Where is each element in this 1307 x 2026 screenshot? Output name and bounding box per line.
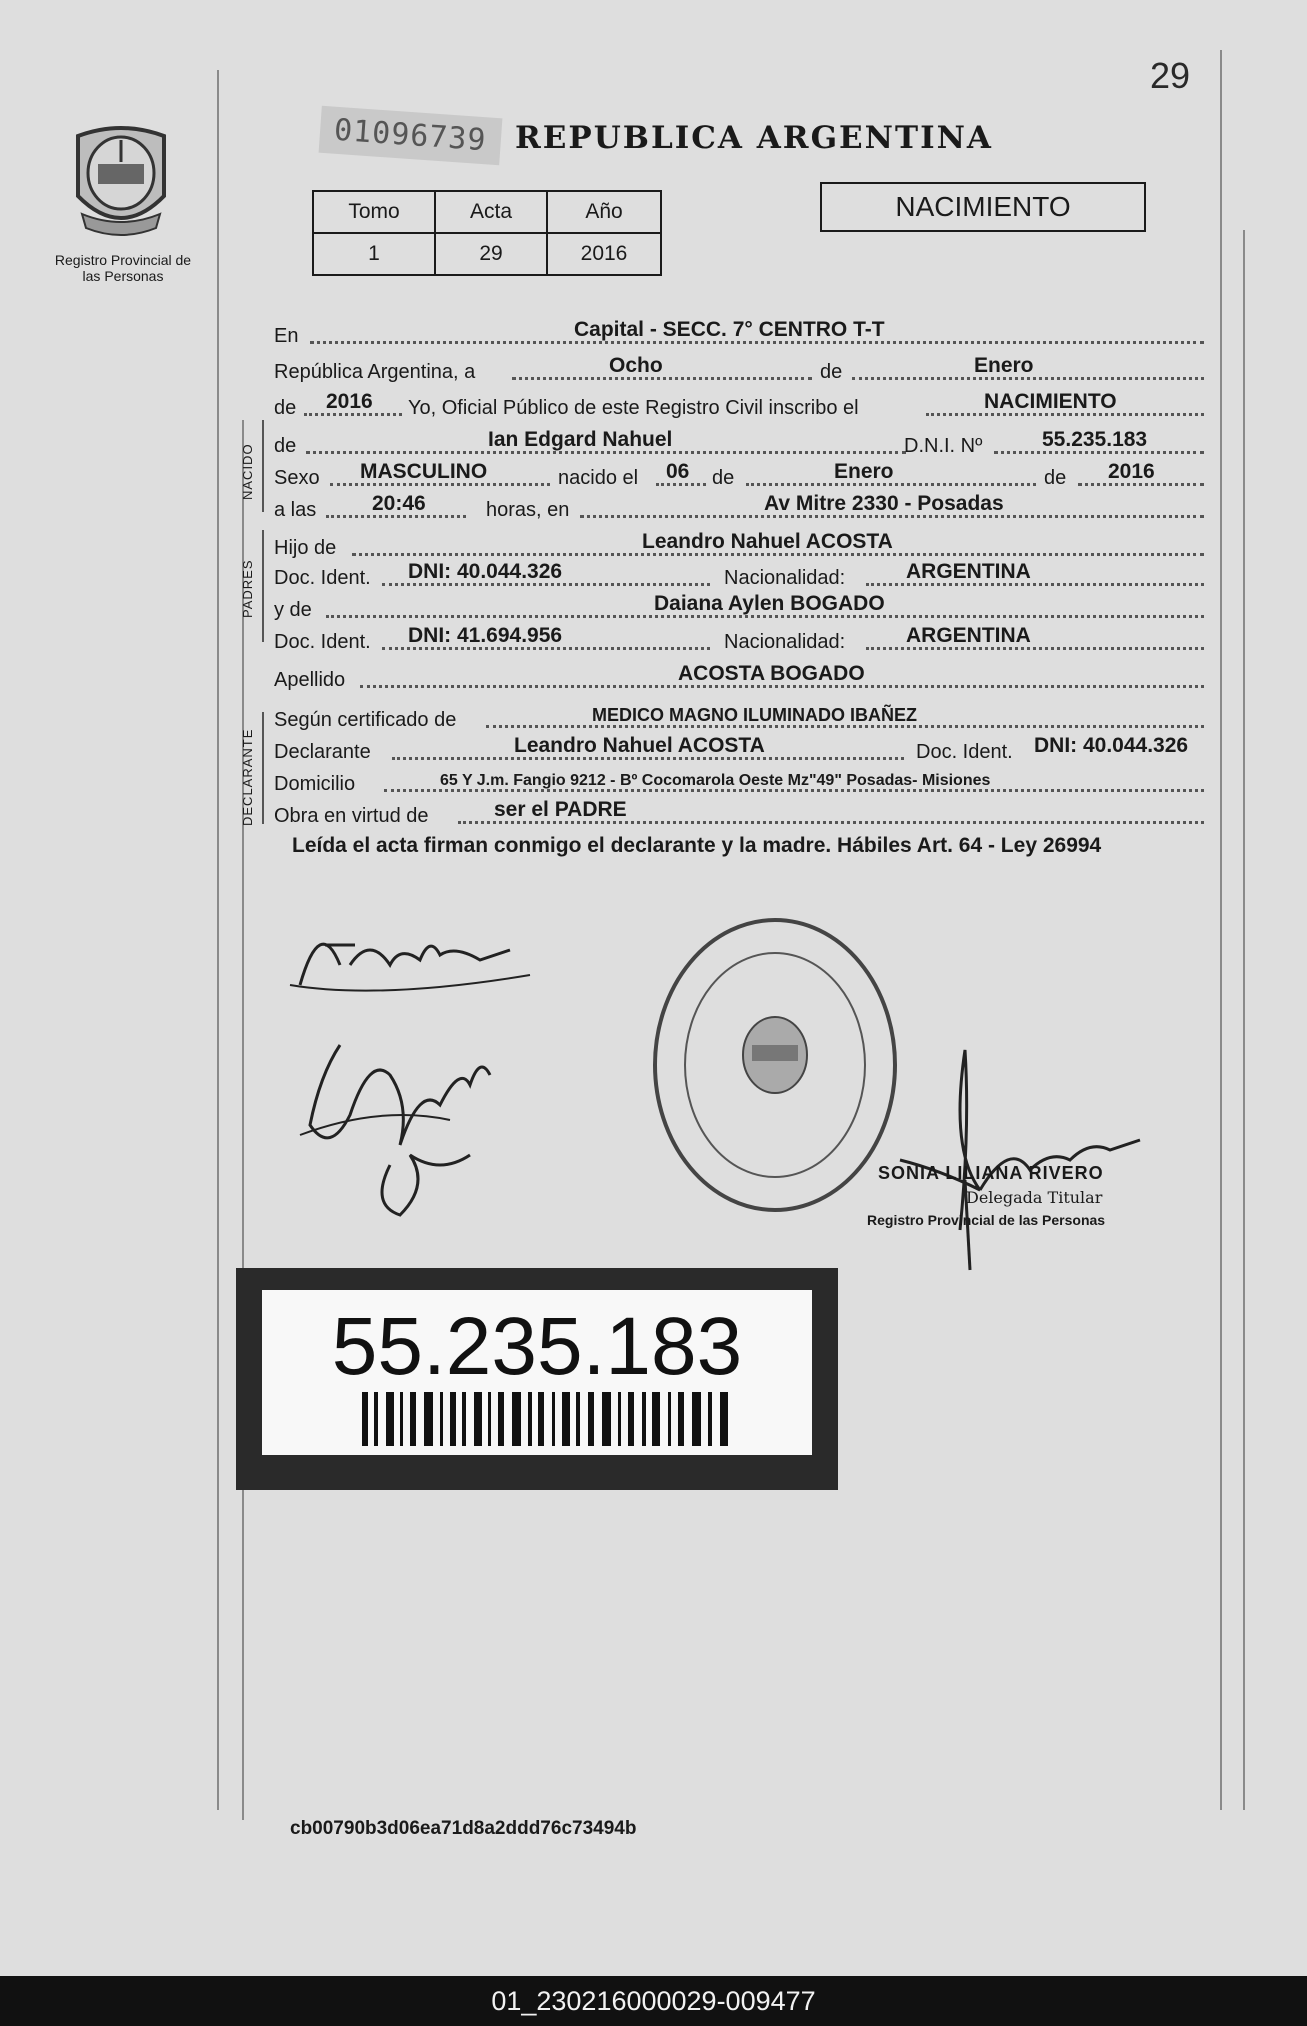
table-header-acta: Acta bbox=[435, 191, 547, 233]
madre-nac-value: ARGENTINA bbox=[906, 624, 1031, 647]
form-row-padre bbox=[274, 532, 1204, 562]
apellido-label: Apellido bbox=[274, 669, 346, 691]
table-header-tomo: Tomo bbox=[313, 191, 435, 233]
certificado-value: MEDICO MAGNO ILUMINADO IBAÑEZ bbox=[592, 705, 917, 725]
apellido-value: ACOSTA BOGADO bbox=[678, 662, 865, 685]
nombre-value: Ian Edgard Nahuel bbox=[488, 428, 673, 451]
file-identifier: 01_230216000029-009477 bbox=[491, 1986, 816, 2016]
record-type-box: NACIMIENTO bbox=[820, 182, 1146, 232]
table-value-anio: 2016 bbox=[547, 233, 661, 275]
obra-label: Obra en virtud de bbox=[274, 805, 429, 827]
province-logo bbox=[60, 118, 182, 248]
page-number: 29 bbox=[1150, 55, 1191, 96]
padre-nac-value: ARGENTINA bbox=[906, 560, 1031, 583]
declarante-bar bbox=[262, 712, 264, 824]
inscribo-value: NACIMIENTO bbox=[984, 390, 1117, 413]
form-row-apellido bbox=[274, 664, 1204, 694]
form-row-certificado bbox=[274, 704, 1204, 734]
section-label-declarante: DECLARANTE bbox=[240, 728, 255, 826]
table-header-anio: Año bbox=[547, 191, 661, 233]
nacido-label: nacido el bbox=[558, 467, 639, 489]
de-label-3: de bbox=[274, 435, 297, 457]
table-value-tomo: 1 bbox=[313, 233, 435, 275]
en-label: En bbox=[274, 325, 299, 347]
section-label-padres: PADRES bbox=[240, 559, 255, 618]
anio-value: 2016 bbox=[326, 390, 373, 413]
horas-en-label: horas, en bbox=[486, 499, 570, 521]
table-value-acta: 29 bbox=[435, 233, 547, 275]
form-row-republica bbox=[274, 356, 1204, 386]
closing-text: Leída el acta firman conmigo el declarante y la madre. Hábiles Art. 64 - Ley 26994 bbox=[292, 834, 1102, 857]
form-row-hora bbox=[274, 494, 1204, 524]
form-row-declarante bbox=[274, 736, 1204, 766]
de-label: de bbox=[820, 361, 843, 383]
de-label-5: de bbox=[1044, 467, 1067, 489]
padres-bar bbox=[262, 530, 264, 642]
declarante-doc-value: DNI: 40.044.326 bbox=[1034, 734, 1189, 757]
form-row-anio bbox=[274, 392, 1204, 422]
yo-text: Yo, Oficial Público de este Registro Civil inscribo el bbox=[408, 397, 859, 419]
sexo-label: Sexo bbox=[274, 467, 320, 489]
official-seal bbox=[640, 905, 910, 1225]
nacionalidad-label: Nacionalidad: bbox=[724, 567, 846, 589]
serial-stamp: 01096739 bbox=[319, 106, 502, 165]
sexo-value: MASCULINO bbox=[360, 460, 488, 483]
y-de-label: y de bbox=[274, 599, 312, 621]
nac-dia-value: 06 bbox=[666, 460, 690, 483]
document-title: REPUBLICA ARGENTINA bbox=[515, 120, 993, 156]
en-value: Capital - SECC. 7° CENTRO T-T bbox=[574, 318, 885, 341]
nacido-bar bbox=[262, 420, 264, 512]
left-margin-line bbox=[217, 70, 219, 1810]
inner-margin-line bbox=[242, 420, 244, 1820]
dni-label: D.N.I. Nº bbox=[904, 435, 983, 457]
madre-doc-value: DNI: 41.694.956 bbox=[408, 624, 563, 647]
doc-label: Doc. Ident. bbox=[274, 567, 371, 589]
de-label-4: de bbox=[712, 467, 735, 489]
registry-label: Registro Provincial de las Personas bbox=[54, 252, 192, 284]
section-label-nacido: NACIDO bbox=[240, 443, 255, 500]
form-row-nombre bbox=[274, 430, 1204, 460]
barcode-icon bbox=[362, 1392, 732, 1446]
mes-value: Enero bbox=[974, 354, 1034, 377]
barcode-number: 55.235.183 bbox=[331, 1301, 743, 1392]
registrar-signature bbox=[880, 1030, 1220, 1280]
right-inner-line bbox=[1243, 230, 1245, 1810]
signature-icon-2 bbox=[880, 1030, 1220, 1280]
declarante-label: Declarante bbox=[274, 741, 371, 763]
obra-value: ser el PADRE bbox=[494, 798, 627, 821]
form-row-sexo bbox=[274, 462, 1204, 492]
domicilio-label: Domicilio bbox=[274, 773, 356, 795]
signatures bbox=[280, 905, 580, 1225]
nacionalidad-label-2: Nacionalidad: bbox=[724, 631, 846, 653]
volume-table bbox=[312, 190, 662, 276]
form-row-obra bbox=[274, 800, 1204, 830]
right-margin-line bbox=[1220, 50, 1222, 1810]
hijo-label: Hijo de bbox=[274, 537, 337, 559]
padre-value: Leandro Nahuel ACOSTA bbox=[642, 530, 893, 553]
form-row-madre bbox=[274, 594, 1204, 624]
shield-icon bbox=[60, 118, 182, 248]
seal-icon bbox=[640, 905, 910, 1225]
nac-anio-value: 2016 bbox=[1108, 460, 1155, 483]
registrar-org: Registro Provincial de las Personas bbox=[867, 1212, 1106, 1228]
document-hash: cb00790b3d06ea71d8a2ddd76c73494b bbox=[290, 1818, 637, 1839]
registrar-role: Delegada Titular bbox=[966, 1188, 1103, 1207]
declarante-value: Leandro Nahuel ACOSTA bbox=[514, 734, 765, 757]
madre-value: Daiana Aylen BOGADO bbox=[654, 592, 885, 615]
form-row-domicilio bbox=[274, 768, 1204, 798]
domicilio-value: 65 Y J.m. Fangio 9212 - Bº Cocomarola Oeste Mz"49" Posadas- Misiones bbox=[440, 772, 991, 789]
form-row-en bbox=[274, 320, 1204, 350]
doc-label-2: Doc. Ident. bbox=[274, 631, 371, 653]
form-row-madre-doc bbox=[274, 626, 1204, 656]
nac-mes-value: Enero bbox=[834, 460, 894, 483]
a-las-label: a las bbox=[274, 499, 317, 521]
dia-value: Ocho bbox=[609, 354, 663, 377]
hora-value: 20:46 bbox=[372, 492, 426, 515]
padre-doc-value: DNI: 40.044.326 bbox=[408, 560, 563, 583]
signature-icon bbox=[280, 905, 580, 1225]
dni-value: 55.235.183 bbox=[1042, 428, 1148, 451]
registrar-name: SONIA LILIANA RIVERO bbox=[878, 1163, 1104, 1183]
doc-label-3: Doc. Ident. bbox=[916, 741, 1013, 763]
form-row-padre-doc bbox=[274, 562, 1204, 592]
lugar-value: Av Mitre 2330 - Posadas bbox=[764, 492, 1004, 515]
republica-label: República Argentina, a bbox=[274, 361, 476, 383]
de-label-2: de bbox=[274, 397, 297, 419]
certificado-label: Según certificado de bbox=[274, 709, 457, 731]
